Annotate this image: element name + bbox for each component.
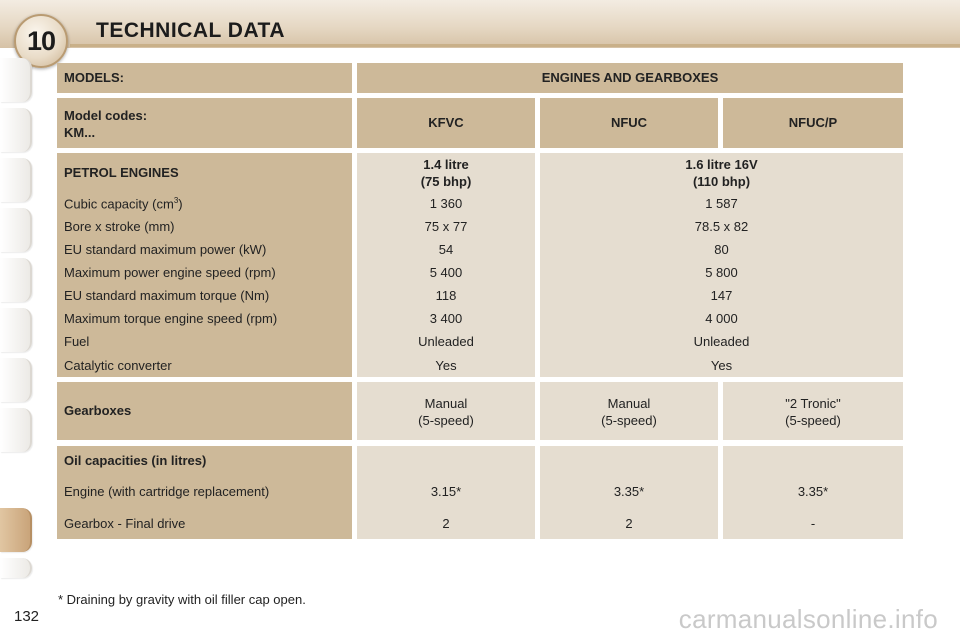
chapter-tab[interactable] (0, 558, 32, 578)
petrol-engines-label: PETROL ENGINES (64, 165, 179, 180)
spec-value-engine-1: 118 (435, 288, 457, 303)
gearbox-type: Manual (424, 396, 468, 411)
gearbox-final-label: Gearbox - Final drive (64, 516, 186, 531)
spec-label: Maximum power engine speed (rpm) (64, 265, 276, 280)
model-codes-cell (57, 98, 352, 148)
chapter-tab-active[interactable] (0, 508, 32, 552)
code-nfucp: NFUC/P (723, 98, 903, 148)
chapter-tab[interactable] (0, 308, 32, 352)
spec-value-engine-1: 3 400 (429, 311, 463, 326)
spec-value-engine-2: 1 587 (705, 196, 738, 211)
chapter-number: 10 (26, 25, 56, 56)
spec-value-engine-2: 78.5 x 82 (694, 219, 749, 234)
gearbox-final-value: 2 (625, 516, 633, 531)
engine-2-power: (110 bhp) (692, 174, 751, 189)
engine-oil-value: 3.35* (797, 484, 829, 499)
page-number: 132 (14, 608, 40, 625)
cubic-close: ) (178, 196, 183, 212)
spec-value-engine-2: 147 (710, 288, 733, 303)
header-rule (70, 44, 960, 47)
spec-value-engine-2: 80 (714, 242, 729, 257)
engine-oil-value: 3.35* (613, 484, 645, 499)
gearbox-speeds: (5-speed) (418, 413, 474, 428)
spec-value-engine-1: 75 x 77 (424, 219, 468, 234)
spec-value-engine-1: 5 400 (429, 265, 463, 280)
gearbox-type: Manual (607, 396, 651, 411)
spec-label: Fuel (64, 334, 90, 349)
engine-oil-label: Engine (with cartridge replacement) (64, 484, 270, 499)
spec-value-engine-1: 54 (438, 242, 454, 257)
gearbox-final-value: - (810, 516, 816, 531)
chapter-tab[interactable] (0, 358, 32, 402)
engine-2-name: 1.6 litre 16V (685, 157, 758, 172)
chapter-tabs (0, 58, 32, 578)
watermark: carmanualsonline.info (678, 604, 938, 634)
engines-gearboxes-header: ENGINES AND GEARBOXES (357, 63, 903, 93)
spec-value-engine-2: 4 000 (705, 311, 738, 326)
spec-value-engine-1: Unleaded (418, 334, 474, 349)
engine-oil-value: 3.15* (430, 484, 462, 499)
spec-value-engine-1: Yes (435, 358, 457, 373)
chapter-tab[interactable] (0, 158, 32, 202)
spec-value-engine-2: 5 800 (705, 265, 738, 280)
km-label: KM... (64, 125, 96, 140)
cubic-superscript: 3 (173, 196, 179, 205)
gearbox-final-value: 2 (442, 516, 450, 531)
oil-capacities-label: Oil capacities (in litres) (64, 453, 207, 468)
chapter-tab[interactable] (0, 108, 32, 152)
spec-label: EU standard maximum power (kW) (64, 242, 267, 257)
gearbox-cell (357, 382, 535, 440)
gearbox-cell (723, 382, 903, 440)
spec-label: EU standard maximum torque (Nm) (64, 288, 270, 303)
code-kfvc: KFVC (357, 98, 535, 148)
spec-label-cubic-capacity (64, 196, 183, 211)
chapter-tab[interactable] (0, 58, 32, 102)
spec-label: Catalytic converter (64, 358, 172, 373)
page-title: TECHNICAL DATA (96, 19, 285, 42)
model-codes-label: Model codes: (64, 108, 148, 123)
gearbox-speeds: (5-speed) (601, 413, 657, 428)
spec-label: Maximum torque engine speed (rpm) (64, 311, 278, 326)
spec-label: Bore x stroke (mm) (64, 219, 175, 234)
spec-value-engine-1: 1 360 (429, 196, 463, 211)
gearbox-speeds: (5-speed) (785, 413, 841, 428)
engine-1-name: 1.4 litre (423, 157, 469, 172)
code-nfuc: NFUC (540, 98, 718, 148)
gearbox-type: "2 Tronic" (785, 396, 841, 411)
spec-value-engine-2: Yes (710, 358, 733, 373)
models-header: MODELS: (57, 63, 352, 93)
engine-1-power: (75 bhp) (420, 174, 472, 189)
spec-value-engine-2: Unleaded (693, 334, 750, 349)
chapter-tab[interactable] (0, 258, 32, 302)
chapter-tab[interactable] (0, 408, 32, 452)
cubic-text: Cubic capacity (cm (64, 196, 174, 212)
chapter-tab[interactable] (0, 208, 32, 252)
footnote: * Draining by gravity with oil filler cap open. (58, 592, 306, 607)
gearboxes-label: Gearboxes (57, 382, 352, 440)
gearbox-cell (540, 382, 718, 440)
